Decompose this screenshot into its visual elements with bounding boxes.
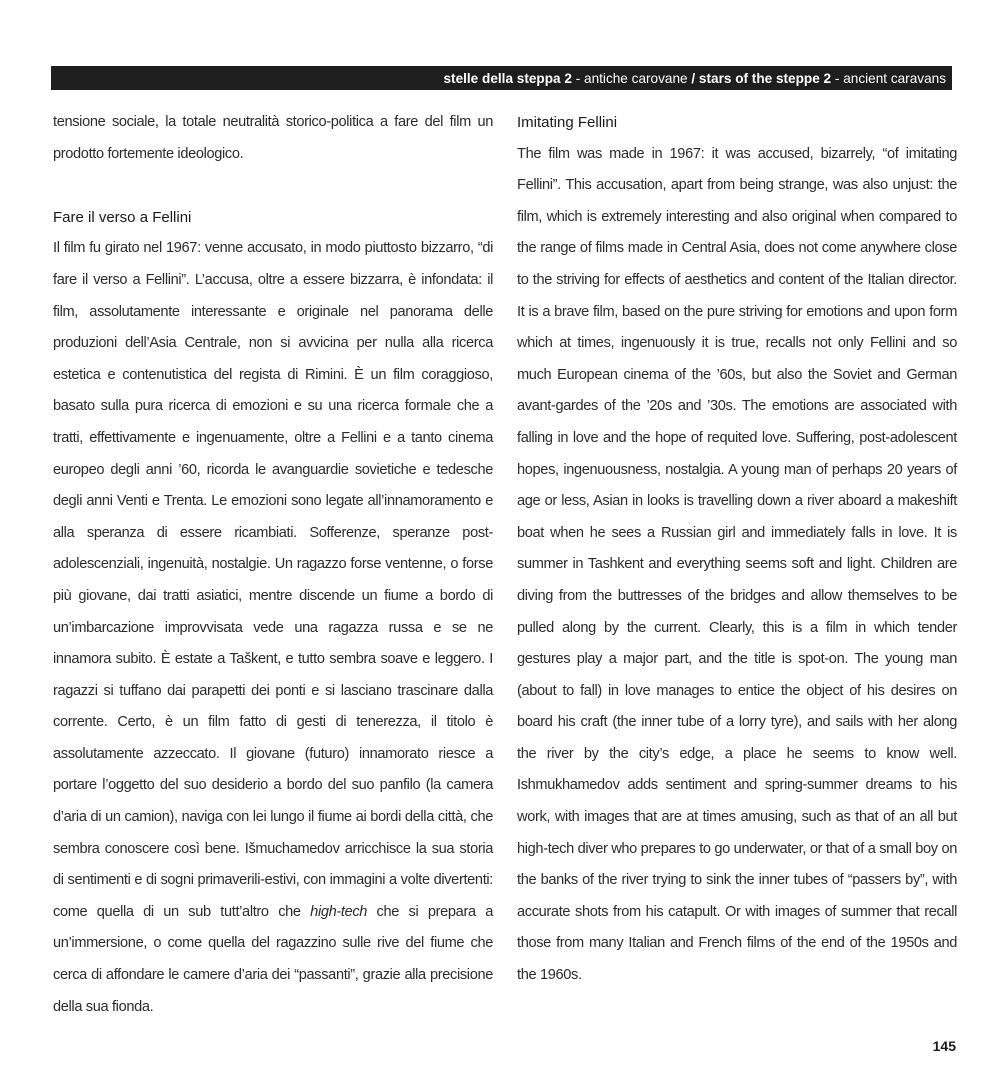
italian-section-heading: Fare il verso a Fellini	[53, 208, 192, 226]
italian-intro-paragraph: tensione sociale, la totale neutralità storico-politica a fare del film un prodotto fortemente ideologico.	[53, 114, 493, 162]
english-column	[517, 107, 957, 992]
english-section-heading: Imitating Fellini	[517, 114, 618, 131]
header-title-it: stelle della steppa 2	[443, 70, 572, 86]
header-subtitle-en: ancient caravans	[843, 70, 946, 86]
italian-body-italic: high-tech	[310, 903, 368, 920]
english-body-paragraph: The film was made in 1967: it was accused, bizarrely, “of imitating Fellini”. This accusation, apart from being strange, was also unjust: the film, which is extremely interesting and also original when compared to the range of films made in Central Asia, does not come anywhere close to the striving for effects of aesthetics and content of the Italian director. It is a brave film, based on the pure striving for emotions and upon form which at times, ingenuously it is true, recalls not only Fellini and so much European cinema of the ’60s, but also the Soviet and German avant-gardes of the ’20s and ’30s. The emotions are associated with falling in love and the hope of requited love. Suffering, post-adolescent hopes, ingenuousness, nostalgia. A young man of perhaps 20 years of age or less, Asian in looks is travelling down a river aboard a makeshift boat when he sees a Russian girl and immediately falls in love. It is summer in Tashkent and everything seems soft and light. Children are diving from the buttresses of the bridges and allow themselves to be pulled along by the current. Clearly, this is a film in which tender gestures play a major part, and the title is spot-on. The young man (about to fall) in love manages to entice the object of his desires on board his craft (the inner tube of a lorry tyre), and sails with her along the river by the city’s edge, a place he seems to know well. Ishmukhamedov adds sentiment and spring-summer dreams to his work, with images that are at times amusing, such as that of an all but high-tech diver who prepares to go underwater, or that of a small boy on the banks of the river trying to sink the inner tubes of “passers by”, with accurate shots from his catapult. Or with images of summer that recall those from many Italian and French films of the end of the 1950s and the 1960s.	[517, 145, 957, 984]
italian-column	[53, 107, 493, 1023]
header-slash: /	[687, 70, 699, 86]
italian-body-text-1: Il film fu girato nel 1967: venne accusato, in modo piuttosto bizzarro, “di fare il verso a Fellini”. L’accusa, oltre a essere bizzarra, è infondata: il film, assolutamente interessante e originale nel panorama delle produzioni dell’Asia Centrale, non si avvicina per nulla alla ricerca estetica e contenutistica del regista di Rimini. È un film coraggioso, basato sulla pura ricerca di emozioni e su una ricerca formale che a tratti, effettivamente e ingenuamente, oltre a Fellini e a tanto cinema europeo degli anni ’60, ricorda le avanguardie sovietiche e tedesche degli anni Venti e Trenta. Le emozioni sono legate all’innamoramento e alla speranza di essere ricambiati. Sofferenze, speranze post-adolescenziali, ingenuità, nostalgie. Un ragazzo forse ventenne, o forse più giovane, dai tratti asiatici, mentre discende un fiume a bordo di un’imbarcazione improvvisata vede una ragazza russa e se ne innamora subito. È estate a Taškent, e tutto sembra soave e leggero. I ragazzi si tuffano dai parapetti dei ponti e si lasciano trascinare dalla corrente. Certo, è un film fatto di gesti di tenerezza, il titolo è assolutamente azzeccato. Il giovane (futuro) innamorato riesce a portare l’oggetto del suo desiderio a bordo del suo panfilo (la camera d’aria di un camion), naviga con lei lungo il fiume ai bordi della città, che sembra conoscere così bene. Išmuchamedov arricchisce la sua storia di sentimenti e di sogni primaverili-estivi, con immagini a volte divertenti: come quella di un sub tutt’altro che	[53, 240, 493, 920]
header-subtitle-it: antiche carovane	[584, 70, 688, 86]
header-sep-en: -	[831, 70, 844, 86]
header-sep-it: -	[571, 70, 585, 86]
italian-body-text-2: che si prepara a un’immersione, o come quella del ragazzino sulle rive del fiume che cerca di affondare le camere d’aria dei “passanti”, grazie alla precisione della sua fionda.	[53, 903, 493, 1015]
page-number: 145	[932, 1038, 956, 1054]
header-title-en: stars of the steppe 2	[698, 70, 832, 86]
italian-body-paragraph	[53, 233, 493, 1023]
running-header	[51, 66, 952, 90]
paragraph-gap	[53, 170, 493, 202]
